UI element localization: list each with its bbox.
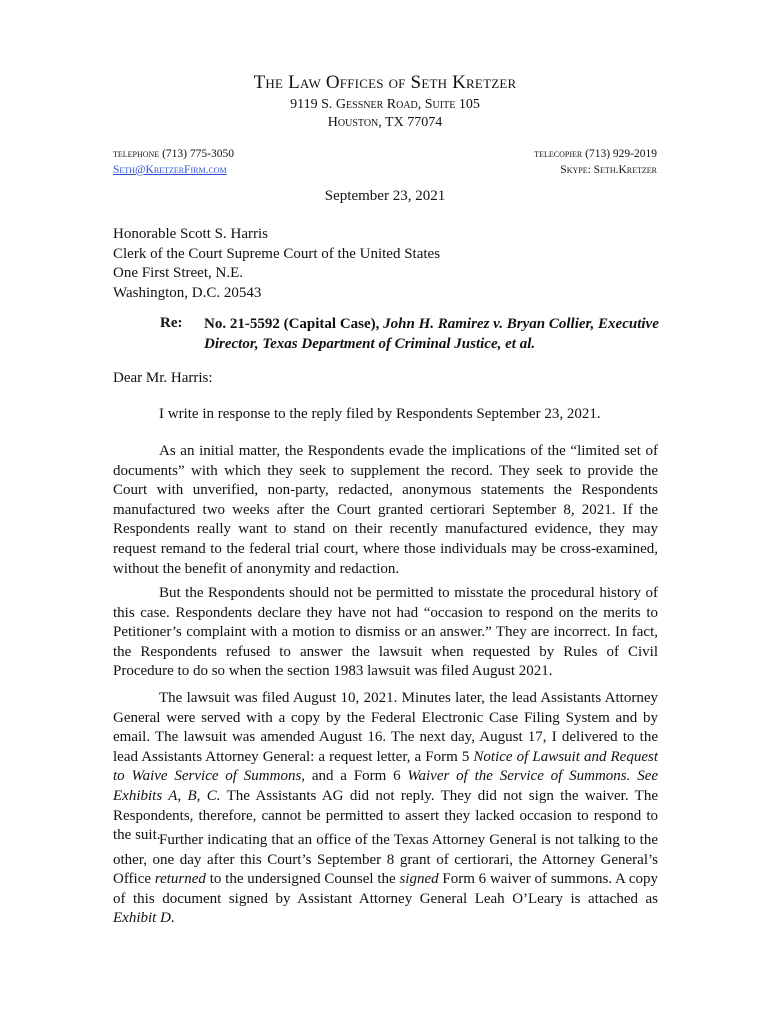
recipient-block: [113, 225, 440, 303]
italic-run: signed: [399, 871, 439, 888]
text-run: Form 6 waiver of summons. A copy of this document signed by Assistant Attorney General Leah O’Leary is attached as: [113, 871, 658, 907]
recipient-line: Honorable Scott S. Harris: [113, 226, 268, 242]
italic-run: returned: [154, 871, 206, 888]
italic-run: Notice of Lawsuit and Request to Waive Service of Summons: [113, 748, 658, 785]
text-run: , and a Form 6: [301, 768, 408, 785]
text-run: .: [170, 910, 175, 927]
body-paragraph-1: I write in response to the reply filed by Respondents September 23, 2021.: [159, 406, 601, 422]
skype: Skype: Seth.Kretzer: [560, 164, 657, 176]
text-run: to the undersigned Counsel the: [205, 871, 400, 888]
firm-address-line2: Houston, TX 77074: [327, 115, 443, 130]
telephone: telephone (713) 775-3050: [113, 148, 234, 160]
re-label: Re:: [160, 315, 183, 331]
italic-run: Exhibit D: [113, 910, 171, 927]
text-run: The lawsuit was filed August 10, 2021. Minutes later, the lead Assistants Attorney General were served with a copy by the Federal Electronic Case Filing System and by email. The lawsuit was amended August 16. The next day, August 17, I delivered to the lead Assistants Attorney General: a request letter, a Form 5: [113, 690, 658, 765]
text-run: The Assistants AG did not reply. They did not sign the waiver. The Respondents, therefore, cannot be permitted to assert they lacked occasion to respond to the suit.: [113, 787, 658, 844]
body-paragraph-5: [113, 831, 658, 929]
firm-address-line1: 9119 S. Gessner Road, Suite 105: [290, 97, 480, 112]
text-run: Further indicating that an office of the Texas Attorney General is not talking to the other, one day after this Court’s September 8 grant of certiorari, the Attorney General’s Office: [113, 832, 658, 888]
body-paragraph-4: [113, 689, 658, 846]
contact-right: [534, 146, 657, 178]
email-link[interactable]: Seth@KretzerFirm.com: [113, 164, 227, 176]
contact-left: [113, 146, 234, 178]
telecopier: telecopier (713) 929-2019: [534, 148, 657, 160]
recipient-line: Washington, D.C. 20543: [113, 284, 262, 301]
re-case-number: No. 21-5592 (Capital Case),: [204, 316, 384, 332]
salutation: Dear Mr. Harris:: [113, 370, 213, 386]
body-paragraph-2: As an initial matter, the Respondents evade the implications of the “limited set of documents” with which they seek to supplement the record. They seek to provide the Court with unverified, non-party, redacted, anonymous statements the Respondents manufactured two weeks after the Court granted certiorari September 8, 2021. If the Respondents really want to stand on their recently manufactured evidence, they may request remand to the federal trial court, where those individuals may be cross-examined, without the benefit of anonymity and redaction.: [113, 443, 658, 577]
body-paragraph-3: But the Respondents should not be permitted to misstate the procedural history of this case. Respondents declare they have not had “occasion to respond on the merits to Petitioner’s complaint with a motion to dismiss or an answer.” They are incorrect. In fact, the Respondents refused to answer the lawsuit when requested by Rules of Civil Procedure to do so when the section 1983 lawsuit was filed August 2021.: [113, 585, 658, 680]
letter-date: September 23, 2021: [324, 188, 446, 204]
recipient-line: One First Street, N.E.: [113, 265, 243, 281]
recipient-line: Clerk of the Court Supreme Court of the United States: [113, 245, 441, 262]
re-subject: [204, 315, 659, 354]
firm-name: The Law Offices of Seth Kretzer: [253, 72, 517, 93]
re-case-name: John H. Ramirez v. Bryan Collier, Executive Director, Texas Department of Criminal Justice, et al.: [204, 316, 659, 352]
italic-run: Waiver of the Service of Summons. See Exhibits A, B, C.: [113, 768, 659, 804]
